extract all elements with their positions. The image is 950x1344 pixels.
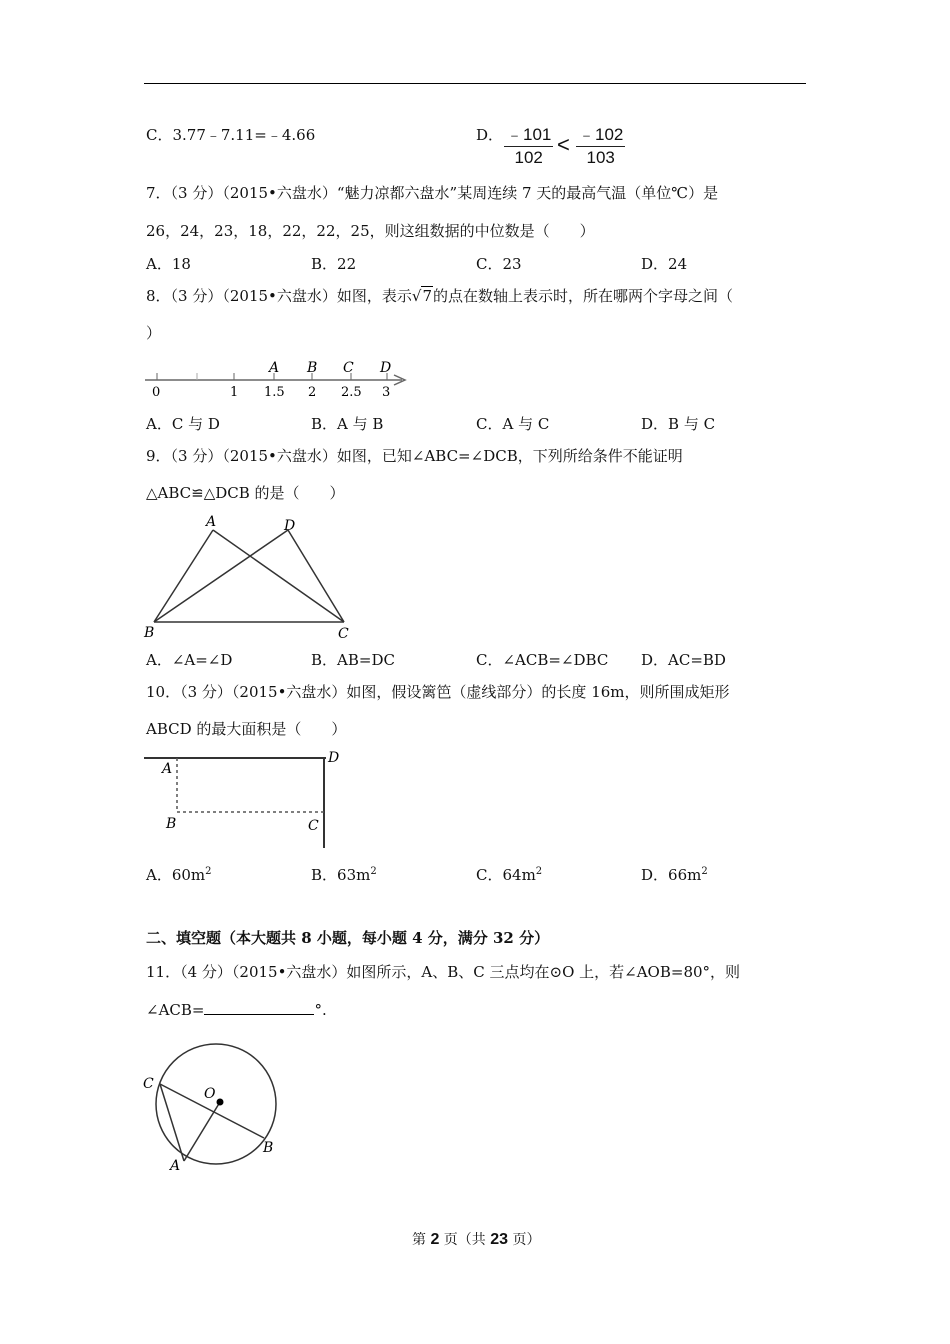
q10-option-c bbox=[476, 862, 542, 885]
q7-stem-line2: 26，24，23，18，22，22，25，则这组数据的中位数是（ ） bbox=[146, 222, 595, 240]
axis-letter-c: C bbox=[343, 360, 354, 376]
circle-o bbox=[156, 1044, 276, 1164]
tick-label-1: 1 bbox=[230, 385, 239, 400]
tick-label-0: 0 bbox=[152, 385, 161, 400]
radius-oa bbox=[184, 1102, 220, 1161]
q10-option-c-value: 64m bbox=[502, 866, 536, 884]
q10-option-a bbox=[146, 862, 212, 885]
axis-letter-b: B bbox=[307, 360, 318, 376]
q10-option-b bbox=[311, 862, 377, 885]
q10-option-b-value: 63m bbox=[337, 866, 371, 884]
q10-option-c-exp: 2 bbox=[535, 866, 543, 877]
q6-option-c: C．3.77﹣7.11=﹣4.66 bbox=[146, 126, 316, 144]
q9-triangle-figure bbox=[140, 512, 360, 644]
q10-option-a-prefix: A． bbox=[146, 866, 172, 884]
q10-option-d-exp: 2 bbox=[701, 866, 708, 877]
q10-option-d-prefix: D． bbox=[641, 866, 669, 884]
circle-label-b: B bbox=[263, 1140, 274, 1156]
q8-stem-line2: ） bbox=[146, 324, 162, 342]
vertex-label-d: D bbox=[284, 518, 296, 534]
segment-ac bbox=[213, 530, 344, 622]
circle-label-a: A bbox=[170, 1158, 181, 1174]
q8-stem-pre: 8．（3 分）（2015•六盘水）如图，表示 bbox=[146, 287, 412, 305]
rect-label-c: C bbox=[308, 818, 319, 834]
q10-option-b-exp: 2 bbox=[370, 866, 377, 877]
q9-option-a: A．∠A=∠D bbox=[146, 651, 233, 669]
q10-option-a-value: 60m bbox=[171, 866, 206, 884]
vertex-label-c: C bbox=[338, 626, 349, 642]
q6-fraction-2-denominator: 103 bbox=[586, 148, 615, 167]
segment-ab bbox=[154, 530, 213, 622]
vertex-label-b: B bbox=[144, 625, 155, 641]
rect-label-a: A bbox=[162, 761, 173, 777]
q8-radicand: 7 bbox=[422, 287, 432, 305]
q8-number-line bbox=[140, 352, 420, 402]
q11-stem-pre: ∠ACB= bbox=[146, 1001, 205, 1019]
q6-option-d-label: D． bbox=[476, 126, 504, 144]
q6-fraction-2 bbox=[576, 124, 625, 169]
vertex-label-a: A bbox=[206, 514, 217, 530]
q9-option-c: C．∠ACB=∠DBC bbox=[476, 651, 609, 669]
q10-stem-line1: 10．（3 分）（2015•六盘水）如图，假设篱笆（虚线部分）的长度 16m，则所围成矩形 bbox=[146, 683, 730, 701]
page-footer bbox=[412, 1230, 541, 1250]
q7-stem-line1: 7．（3 分）（2015•六盘水）“魅力凉都六盘水”某周连续 7 天的最高气温（单位℃）是 bbox=[146, 184, 719, 202]
q10-option-c-prefix: C． bbox=[476, 866, 503, 884]
q10-option-d bbox=[641, 862, 708, 885]
q8-option-d: D．B 与 C bbox=[641, 415, 716, 433]
q6-less-than: < bbox=[557, 132, 570, 157]
circle-label-o: O bbox=[204, 1086, 216, 1102]
q10-stem-line2: ABCD 的最大面积是（ ） bbox=[146, 720, 347, 738]
q11-stem-line2 bbox=[146, 1000, 327, 1020]
q8-option-b: B．A 与 B bbox=[311, 415, 384, 433]
q6-fraction-2-numerator: ﹣102 bbox=[576, 124, 625, 147]
tick-label-3: 3 bbox=[382, 385, 391, 400]
rect-label-d: D bbox=[328, 750, 340, 766]
q7-option-c: C．23 bbox=[476, 255, 522, 273]
section2-title: 二、填空题（本大题共 8 小题，每小题 4 分，满分 32 分） bbox=[146, 929, 550, 947]
q6-fraction-1 bbox=[504, 124, 553, 169]
q11-circle-figure bbox=[136, 1036, 286, 1176]
rect-label-b: B bbox=[166, 816, 177, 832]
q11-stem-post: °. bbox=[314, 1001, 327, 1019]
footer-total-pages: 23 bbox=[490, 1231, 509, 1248]
axis-letter-d: D bbox=[380, 360, 392, 376]
q9-option-d: D．AC=BD bbox=[641, 651, 726, 669]
q9-stem-line2: △ABC≌△DCB 的是（ ） bbox=[146, 484, 345, 502]
footer-pre: 第 bbox=[412, 1232, 431, 1248]
segment-bd bbox=[154, 530, 288, 622]
chord-ca bbox=[160, 1084, 184, 1161]
q11-answer-blank[interactable] bbox=[204, 1000, 314, 1015]
q10-rectangle-figure bbox=[140, 746, 360, 856]
q8-stem-post: 的点在数轴上表示时，所在哪两个字母之间（ bbox=[433, 287, 734, 305]
center-point-o bbox=[217, 1099, 224, 1106]
q8-stem-line1 bbox=[146, 286, 733, 306]
q11-stem-line1: 11．（4 分）（2015•六盘水）如图所示，A、B、C 三点均在⊙O 上，若∠AOB=80°，则 bbox=[146, 963, 741, 981]
q8-option-c: C．A 与 C bbox=[476, 415, 550, 433]
q9-stem-line1: 9．（3 分）（2015•六盘水）如图，已知∠ABC=∠DCB，下列所给条件不能证明 bbox=[146, 447, 683, 465]
q7-option-a: A．18 bbox=[146, 255, 191, 273]
q6-fraction-1-numerator: ﹣101 bbox=[504, 124, 553, 147]
footer-page-number: 2 bbox=[430, 1231, 440, 1248]
q9-option-b: B．AB=DC bbox=[311, 651, 395, 669]
q10-option-d-value: 66m bbox=[668, 866, 702, 884]
footer-post: 页） bbox=[508, 1232, 541, 1248]
circle-label-c: C bbox=[143, 1076, 154, 1092]
q10-option-a-exp: 2 bbox=[205, 866, 212, 877]
q7-option-b: B．22 bbox=[311, 255, 357, 273]
tick-label-2.5: 2.5 bbox=[341, 385, 362, 400]
axis-letter-a: A bbox=[269, 360, 280, 376]
q7-option-d: D．24 bbox=[641, 255, 688, 273]
tick-label-2: 2 bbox=[308, 385, 317, 400]
tick-label-1.5: 1.5 bbox=[264, 385, 285, 400]
footer-mid: 页（共 bbox=[439, 1232, 491, 1248]
q10-option-b-prefix: B． bbox=[311, 866, 338, 884]
header-rule bbox=[144, 83, 806, 84]
q8-option-a: A．C 与 D bbox=[146, 415, 220, 433]
sqrt-sign: √ bbox=[411, 287, 422, 305]
segment-dc bbox=[288, 530, 344, 622]
q6-fraction-1-denominator: 102 bbox=[514, 148, 543, 167]
